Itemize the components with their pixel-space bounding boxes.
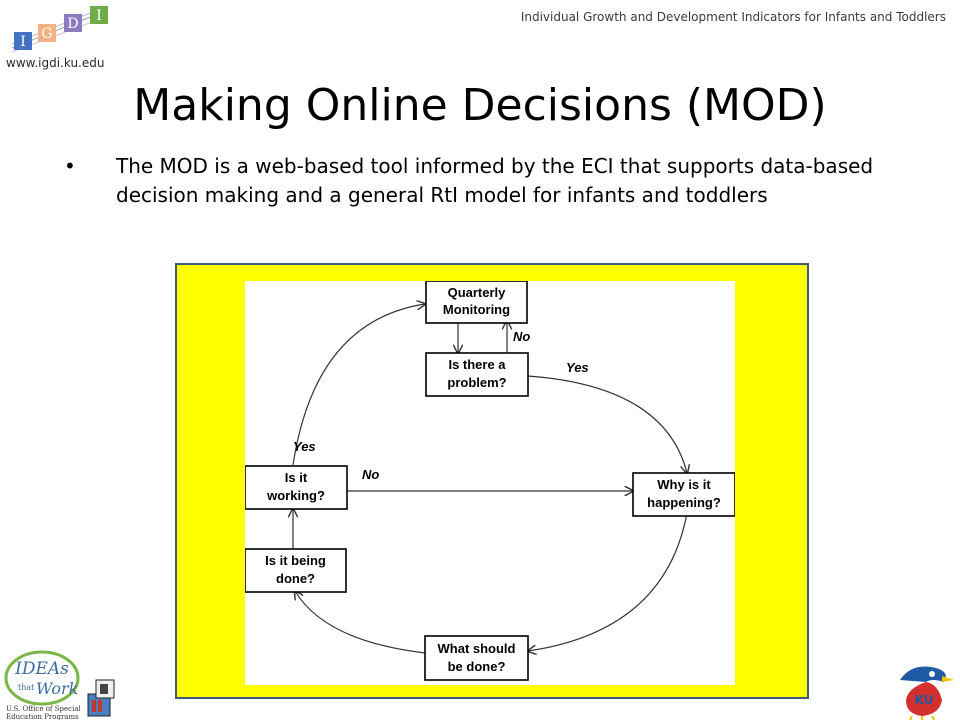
node-is-there-a-problem xyxy=(426,353,528,396)
bullet-list xyxy=(64,152,884,210)
node-why-is-it-happening xyxy=(633,473,735,516)
bullet-text: The MOD is a web-based tool informed by the ECI that supports data-based decision making and a general RtI model for infants and toddlers xyxy=(116,154,874,207)
logo-letter-4: I xyxy=(96,8,102,24)
svg-text:done?: done? xyxy=(276,571,315,586)
logo-letter-1: I xyxy=(20,34,26,50)
edge-label-no-top: No xyxy=(513,329,531,344)
edge-problem-yes-to-why xyxy=(528,376,687,473)
svg-text:working?: working? xyxy=(267,488,325,503)
edge-should-to-done xyxy=(295,591,425,653)
logo-letter-3: D xyxy=(67,16,79,32)
edge-label-no-middle: No xyxy=(362,467,380,482)
edge-why-to-should xyxy=(528,513,687,651)
ku-jayhawk-logo xyxy=(892,660,958,720)
edge-label-yes-right: Yes xyxy=(566,360,589,375)
svg-text:Education Programs: Education Programs xyxy=(6,713,79,720)
svg-text:IDEAs: IDEAs xyxy=(15,659,69,679)
svg-text:Work: Work xyxy=(36,679,79,698)
svg-text:be done?: be done? xyxy=(447,659,506,674)
svg-text:Is it: Is it xyxy=(284,470,308,485)
mod-cycle-diagram xyxy=(245,281,735,685)
building-blocks-icon xyxy=(88,680,114,716)
svg-text:Why is it: Why is it xyxy=(657,477,711,492)
node-what-should-be-done xyxy=(425,636,528,680)
node-is-it-working xyxy=(245,466,347,509)
svg-text:problem?: problem? xyxy=(447,375,507,390)
header-title: Individual Growth and Development Indicators for Infants and Toddlers xyxy=(520,10,946,24)
node-is-it-being-done xyxy=(245,549,346,592)
ideas-that-work-logo xyxy=(2,648,126,720)
igdi-logo xyxy=(8,2,114,56)
svg-text:U.S. Office of Special: U.S. Office of Special xyxy=(6,705,81,713)
edge-label-yes-left: Yes xyxy=(293,439,316,454)
svg-text:Quarterly: Quarterly xyxy=(447,285,506,300)
bullet-icon: • xyxy=(64,154,76,178)
slide-title: Making Online Decisions (MOD) xyxy=(133,80,827,131)
site-url[interactable]: www.igdi.ku.edu xyxy=(6,56,105,70)
logo-letter-2: G xyxy=(41,26,53,42)
jayhawk-head-icon xyxy=(900,667,946,683)
svg-text:happening?: happening? xyxy=(647,495,721,510)
svg-text:Is there a: Is there a xyxy=(448,357,506,372)
svg-text:Is it being: Is it being xyxy=(265,553,326,568)
svg-text:KU: KU xyxy=(914,693,934,707)
svg-text:that: that xyxy=(18,683,35,692)
svg-text:What should: What should xyxy=(437,641,516,656)
svg-text:Monitoring: Monitoring xyxy=(442,302,511,317)
node-quarterly-monitoring xyxy=(426,281,527,323)
